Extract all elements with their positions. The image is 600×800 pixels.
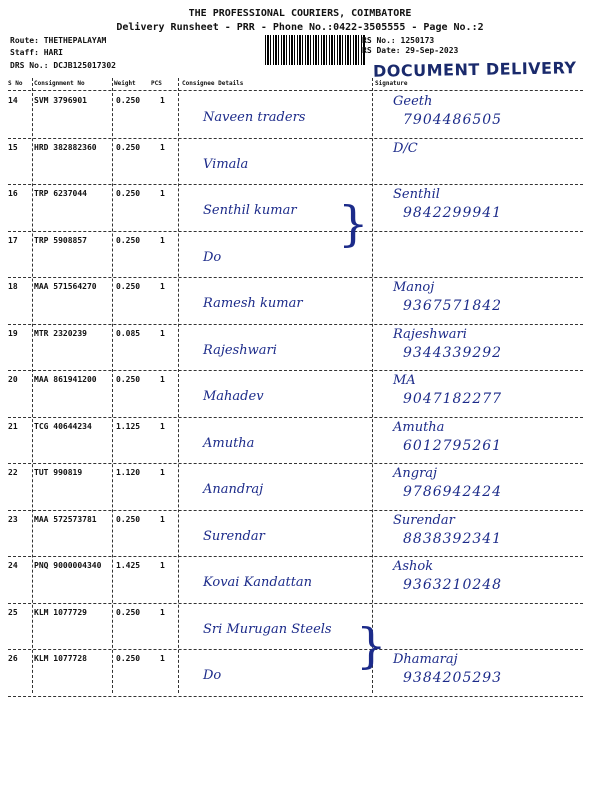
serial-number: 14	[8, 96, 18, 105]
pieces-count: 1	[160, 235, 165, 245]
consignment-number: KLM 1077728	[34, 654, 87, 663]
table-row	[8, 604, 583, 648]
signature-phone: 9363210248	[403, 577, 503, 593]
weight-value: 1.425	[116, 561, 141, 570]
header-divider	[8, 90, 583, 91]
serial-number: 26	[8, 654, 18, 663]
col-consignment: Consignment No	[34, 80, 85, 87]
document-delivery-stamp: DOCUMENT DELIVERY	[372, 58, 577, 81]
consignee-handwriting: Naveen traders	[203, 110, 306, 125]
signature-name: Angraj	[393, 466, 438, 481]
table-row	[8, 418, 583, 462]
serial-number: 16	[8, 189, 18, 198]
signature-name: MA	[393, 373, 416, 388]
col-signature: Signature	[375, 80, 408, 87]
serial-number: 15	[8, 142, 18, 152]
signature-name: D/C	[393, 140, 418, 156]
consignee-handwriting: Surendar	[203, 528, 265, 544]
pieces-count: 1	[160, 328, 165, 338]
company-title: THE PROFESSIONAL COURIERS, COIMBATORE	[188, 8, 412, 19]
table-row	[8, 92, 583, 136]
drs-label: DRS No.: DCJB125017302	[10, 61, 116, 70]
col-details: Consignee Details	[182, 80, 244, 87]
pieces-count: 1	[160, 96, 165, 105]
pieces-count: 1	[160, 561, 165, 570]
pieces-count: 1	[160, 282, 165, 291]
pieces-count: 1	[160, 189, 165, 198]
consignment-number: HRD 382882360	[34, 142, 97, 152]
pieces-count: 1	[160, 375, 165, 384]
pieces-count: 1	[160, 654, 165, 663]
consignee-handwriting: Ramesh kumar	[203, 296, 303, 311]
weight-value: 0.250	[116, 654, 141, 663]
consignee-handwriting: Rajeshwari	[203, 342, 277, 358]
signature-name: Amutha	[393, 419, 445, 435]
signature-phone: 9842299941	[403, 205, 503, 221]
row-divider	[8, 696, 583, 697]
signature-phone: 9384205293	[403, 670, 503, 686]
col-weight: Weight	[114, 80, 136, 87]
rs-date: RS Date: 29-Sep-2023	[362, 46, 459, 55]
staff-label: Staff: HARI	[10, 48, 63, 57]
signature-phone: 9344339292	[403, 344, 503, 361]
pieces-count: 1	[160, 468, 165, 477]
consignment-number: SVM 3796901	[34, 96, 87, 105]
consignment-number: MAA 572573781	[34, 514, 97, 524]
col-sno: S No	[8, 80, 23, 87]
signature-name: Ashok	[393, 559, 434, 574]
serial-number: 22	[8, 468, 18, 477]
weight-value: 0.250	[116, 607, 141, 617]
weight-value: 0.250	[116, 142, 141, 152]
signature-phone: 9047182277	[403, 391, 503, 407]
signature-phone: 9367571842	[403, 298, 503, 314]
signature-phone: 6012795261	[403, 437, 503, 454]
consignment-number: MAA 861941200	[34, 375, 97, 384]
signature-name: Manoj	[393, 280, 435, 295]
table-row	[8, 139, 583, 183]
weight-value: 0.250	[116, 235, 141, 245]
table-row	[8, 278, 583, 322]
consignee-handwriting: Do	[203, 668, 222, 683]
consignee-handwriting: Amutha	[203, 435, 255, 451]
pieces-count: 1	[160, 421, 165, 431]
weight-value: 0.250	[116, 514, 141, 524]
serial-number: 25	[8, 607, 18, 617]
signature-phone: 7904486505	[403, 112, 503, 128]
signature-name: Surendar	[393, 512, 455, 528]
route-label: Route: THETHEPALAYAM	[10, 36, 107, 45]
weight-value: 0.250	[116, 282, 141, 291]
weight-value: 1.125	[116, 421, 141, 431]
table-row	[8, 511, 583, 555]
weight-value: 0.250	[116, 189, 141, 198]
consignee-handwriting: Sri Murugan Steels	[203, 621, 332, 637]
weight-value: 0.085	[116, 328, 141, 338]
table-row	[8, 557, 583, 601]
consignment-number: KLM 1077729	[34, 607, 87, 617]
serial-number: 20	[8, 375, 18, 384]
signature-phone: 9786942424	[403, 484, 503, 500]
barcode	[265, 35, 365, 65]
consignment-number: TRP 6237044	[34, 189, 87, 198]
serial-number: 19	[8, 328, 18, 338]
consignee-handwriting: Mahadev	[203, 389, 264, 404]
table-row	[8, 232, 583, 276]
consignment-number: MTR 2320239	[34, 328, 87, 338]
table-row	[8, 464, 583, 508]
weight-value: 0.250	[116, 96, 141, 105]
runsheet-table	[8, 78, 583, 693]
consignment-number: TCG 40644234	[34, 421, 92, 431]
table-row	[8, 371, 583, 415]
col-pcs: PCS	[151, 80, 162, 87]
signature-name: Geeth	[393, 94, 433, 109]
signature-name: Rajeshwari	[393, 326, 467, 342]
pieces-count: 1	[160, 142, 165, 152]
pieces-count: 1	[160, 514, 165, 524]
weight-value: 0.250	[116, 375, 141, 384]
runsheet-subtitle: Delivery Runsheet - PRR - Phone No.:0422-3505555 - Page No.:2	[116, 22, 484, 33]
brace-mark: }	[338, 196, 369, 252]
serial-number: 21	[8, 421, 18, 431]
consignment-number: TRP 5908857	[34, 235, 87, 245]
signature-name: Senthil	[393, 187, 440, 202]
consignment-number: PNQ 9000004340	[34, 561, 102, 570]
consignee-handwriting: Do	[203, 249, 222, 265]
consignee-handwriting: Senthil kumar	[203, 203, 297, 218]
consignee-handwriting: Kovai Kandattan	[203, 575, 313, 590]
signature-name: Dhamaraj	[393, 652, 458, 667]
signature-phone: 8838392341	[403, 530, 503, 547]
serial-number: 23	[8, 514, 18, 524]
consignee-handwriting: Anandraj	[203, 482, 264, 497]
consignment-number: MAA 571564270	[34, 282, 97, 291]
consignment-number: TUT 990819	[34, 468, 83, 477]
table-row	[8, 650, 583, 694]
brace-mark: }	[356, 618, 387, 674]
table-row	[8, 325, 583, 369]
rs-number: RS No.: 1250173	[362, 36, 435, 45]
serial-number: 24	[8, 561, 18, 570]
weight-value: 1.120	[116, 468, 141, 477]
table-row	[8, 185, 583, 229]
pieces-count: 1	[160, 607, 165, 617]
consignee-handwriting: Vimala	[203, 156, 249, 172]
serial-number: 18	[8, 282, 18, 291]
serial-number: 17	[8, 235, 18, 245]
